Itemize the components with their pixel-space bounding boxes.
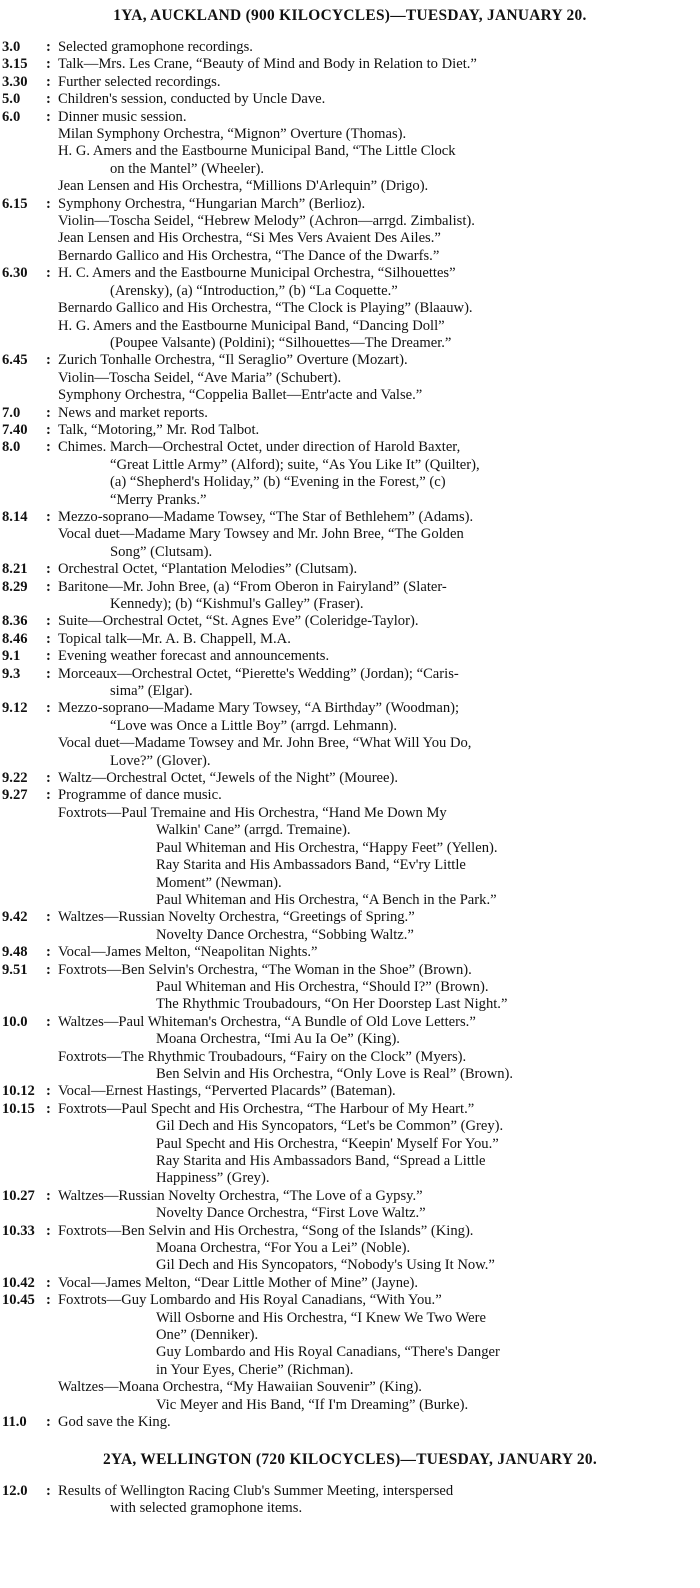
time-separator: : [46, 648, 51, 665]
entry-line: Morceaux—Orchestral Octet, “Pierette's Wedding” (Jordan); “Caris- [58, 665, 459, 682]
entry-time [2, 509, 56, 526]
programme-entry [0, 509, 700, 561]
entry-line: Song” (Clutsam). [110, 543, 213, 560]
time-separator: : [46, 1414, 51, 1431]
entry-time-value: 10.33 [2, 1222, 35, 1239]
programme-entry [0, 1223, 700, 1275]
entry-time [2, 909, 56, 926]
time-separator: : [46, 665, 51, 682]
programme-entry [0, 405, 700, 422]
entry-time-value: 10.0 [2, 1013, 28, 1030]
entry-line: Guy Lombardo and His Royal Canadians, “There's Danger [156, 1344, 500, 1361]
entry-time [2, 1223, 56, 1240]
entry-line: Topical talk—Mr. A. B. Chappell, M.A. [58, 630, 291, 647]
entry-line: H. G. Amers and the Eastbourne Municipal Band, “Dancing Doll” [58, 317, 445, 334]
entry-line: Ray Starita and His Ambassadors Band, “Ev'ry Little [156, 857, 466, 874]
entry-line: Foxtrots—The Rhythmic Troubadours, “Fairy on the Clock” (Myers). [58, 1048, 467, 1065]
entry-line: Waltz—Orchestral Octet, “Jewels of the Night” (Mouree). [58, 770, 399, 787]
programme-entry [0, 648, 700, 665]
programme-entry [0, 579, 700, 614]
entry-line: Symphony Orchestra, “Hungarian March” (Berlioz). [58, 195, 366, 212]
entry-line: Foxtrots—Paul Tremaine and His Orchestra, “Hand Me Down My [58, 804, 447, 821]
time-separator: : [46, 613, 51, 630]
programme-entry [0, 265, 700, 352]
entry-time [2, 962, 56, 979]
time-separator: : [46, 439, 51, 456]
station-1ya-programme [0, 39, 700, 1432]
entry-time [2, 422, 56, 439]
time-separator: : [46, 1083, 51, 1100]
entry-time-value: 9.12 [2, 700, 28, 717]
entry-line: Violin—Toscha Seidel, “Ave Maria” (Schubert). [58, 369, 342, 386]
entry-time-value: 6.15 [2, 195, 28, 212]
entry-line: One” (Denniker). [156, 1327, 259, 1344]
programme-entry [0, 1275, 700, 1292]
entry-line: Vocal—James Melton, “Dear Little Mother of Mine” (Jayne). [58, 1274, 419, 1291]
entry-time [2, 1414, 56, 1431]
entry-time [2, 91, 56, 108]
programme-entry [0, 56, 700, 73]
programme-entry [0, 422, 700, 439]
entry-time-value: 10.42 [2, 1274, 35, 1291]
entry-time-value: 3.0 [2, 39, 21, 55]
entry-line: Dinner music session. [58, 108, 187, 125]
entry-line: Suite—Orchestral Octet, “St. Agnes Eve” (Coleridge-Taylor). [58, 613, 419, 630]
time-separator: : [46, 909, 51, 926]
entry-time [2, 648, 56, 665]
programme-entry [0, 770, 700, 787]
entry-line: Happiness” (Grey). [156, 1170, 270, 1187]
entry-line: Selected gramophone recordings. [58, 39, 253, 55]
programme-entry [0, 1414, 700, 1431]
entry-time [2, 944, 56, 961]
time-separator: : [46, 770, 51, 787]
entry-line: Bernardo Gallico and His Orchestra, “The Clock is Playing” (Blaauw). [58, 300, 473, 317]
entry-line: on the Mantel” (Wheeler). [110, 160, 264, 177]
entry-time [2, 631, 56, 648]
time-separator: : [46, 1100, 51, 1117]
station-1yaheader: 1YA, AUCKLAND (900 KILOCYCLES)—TUESDAY, JANUARY 20. [113, 7, 587, 24]
entry-line: “Merry Pranks.” [110, 491, 207, 508]
entry-line: Symphony Orchestra, “Coppelia Ballet—Entr'acte and Valse.” [58, 387, 423, 404]
entry-line: Jean Lensen and His Orchestra, “Millions D'Arlequin” (Drigo). [58, 178, 429, 195]
entry-line: Vocal—James Melton, “Neapolitan Nights.” [58, 944, 318, 961]
programme-entry [0, 1014, 700, 1084]
entry-line: Ben Selvin and His Orchestra, “Only Love is Real” (Brown). [156, 1065, 514, 1082]
time-separator: : [46, 195, 51, 212]
time-separator: : [46, 578, 51, 595]
entry-time-value: 9.48 [2, 944, 28, 961]
time-separator: : [46, 1292, 51, 1309]
entry-time-value: 5.0 [2, 91, 21, 108]
entry-time [2, 1188, 56, 1205]
entry-line: Foxtrots—Ben Selvin's Orchestra, “The Woman in the Shoe” (Brown). [58, 961, 472, 978]
entry-line: Foxtrots—Paul Specht and His Orchestra, “The Harbour of My Heart.” [58, 1100, 475, 1117]
entry-line: Novelty Dance Orchestra, “Sobbing Waltz.” [156, 926, 414, 943]
entry-time-value: 3.30 [2, 73, 28, 90]
entry-line: Walkin' Cane” (arrgd. Tremaine). [156, 822, 351, 839]
entry-line: Mezzo-soprano—Madame Towsey, “The Star of Bethlehem” (Adams). [58, 508, 474, 525]
entry-time [2, 39, 56, 56]
entry-line: Programme of dance music. [58, 787, 222, 804]
programme-entry [0, 787, 700, 909]
entry-line: Love?” (Glover). [110, 752, 211, 769]
programme-entry [0, 909, 700, 944]
entry-time-value: 7.0 [2, 404, 21, 421]
entry-line: Waltzes—Russian Novelty Orchestra, “The Love of a Gypsy.” [58, 1187, 423, 1204]
entry-line: News and market reports. [58, 404, 208, 421]
programme-entry [0, 944, 700, 961]
entry-time [2, 700, 56, 717]
entry-time-value: 6.0 [2, 108, 21, 125]
entry-time-value: 9.3 [2, 665, 21, 682]
time-separator: : [46, 1274, 51, 1291]
time-separator: : [46, 404, 51, 421]
entry-time [2, 1275, 56, 1292]
entry-time [2, 352, 56, 369]
time-separator: : [46, 1222, 51, 1239]
entry-line: Moana Orchestra, “For You a Lei” (Noble). [156, 1240, 411, 1257]
programme-entry [0, 1188, 700, 1223]
programme-entry [0, 666, 700, 701]
entry-time [2, 74, 56, 91]
entry-line: Foxtrots—Guy Lombardo and His Royal Canadians, “With You.” [58, 1292, 442, 1309]
entry-line: Orchestral Octet, “Plantation Melodies” (Clutsam). [58, 561, 358, 578]
entry-line: H. G. Amers and the Eastbourne Municipal Band, “The Little Clock [58, 143, 456, 160]
entry-time [2, 56, 56, 73]
programme-entry [0, 1101, 700, 1188]
time-separator: : [46, 421, 51, 438]
entry-time-value: 8.46 [2, 630, 28, 647]
time-separator: : [46, 961, 51, 978]
entry-line: God save the King. [58, 1414, 171, 1431]
entry-time [2, 787, 56, 804]
entry-time-value: 10.45 [2, 1292, 35, 1309]
entry-time-value: 8.21 [2, 561, 28, 578]
time-separator: : [46, 352, 51, 369]
programme-entry [0, 39, 700, 56]
entry-line: Milan Symphony Orchestra, “Mignon” Overture (Thomas). [58, 126, 407, 143]
entry-time-value: 8.0 [2, 439, 21, 456]
programme-entry [0, 1483, 700, 1518]
entry-line: Waltzes—Russian Novelty Orchestra, “Greetings of Spring.” [58, 909, 415, 926]
entry-line: with selected gramophone items. [110, 1499, 303, 1516]
entry-line: “Love was Once a Little Boy” (arrgd. Lehmann). [110, 717, 398, 734]
entry-line: (a) “Shepherd's Holiday,” (b) “Evening in the Forest,” (c) [110, 474, 446, 491]
programme-entry [0, 561, 700, 578]
programme-entry [0, 74, 700, 91]
entry-line: Chimes. March—Orchestral Octet, under direction of Harold Baxter, [58, 439, 461, 456]
entry-line: Will Osborne and His Orchestra, “I Knew We Two Were [156, 1309, 486, 1326]
entry-time [2, 196, 56, 213]
entry-line: Talk, “Motoring,” Mr. Rod Talbot. [58, 421, 260, 438]
entry-line: Further selected recordings. [58, 73, 221, 90]
time-separator: : [46, 630, 51, 647]
entry-line: Novelty Dance Orchestra, “First Love Waltz.” [156, 1205, 426, 1222]
entry-time [2, 666, 56, 683]
entry-time-value: 6.45 [2, 352, 28, 369]
entry-line: Moment” (Newman). [156, 874, 282, 891]
entry-line: Kennedy); (b) “Kishmul's Galley” (Fraser). [110, 596, 364, 612]
programme-entry [0, 631, 700, 648]
entry-time [2, 1483, 56, 1500]
entry-time-value: 9.42 [2, 909, 28, 926]
time-separator: : [46, 265, 51, 282]
time-separator: : [46, 108, 51, 125]
entry-line: Vocal duet—Madame Mary Towsey and Mr. John Bree, “The Golden [58, 526, 464, 543]
entry-time-value: 8.36 [2, 613, 28, 630]
entry-time [2, 613, 56, 630]
entry-line: The Rhythmic Troubadours, “On Her Doorstep Last Night.” [156, 996, 508, 1013]
programme-entry [0, 1292, 700, 1414]
time-separator: : [46, 508, 51, 525]
time-separator: : [46, 1013, 51, 1030]
programme-entry [0, 109, 700, 196]
entry-line: Violin—Toscha Seidel, “Hebrew Melody” (Achron—arrgd. Zimbalist). [58, 213, 475, 230]
entry-time-value: 10.27 [2, 1187, 35, 1204]
time-separator: : [46, 944, 51, 961]
station-2yaheader: 2YA, WELLINGTON (720 KILOCYCLES)—TUESDAY, JANUARY 20. [103, 1450, 597, 1468]
entry-time-value: 8.14 [2, 508, 28, 525]
time-separator: : [46, 1187, 51, 1204]
time-separator: : [46, 561, 51, 578]
entry-time-value: 9.22 [2, 770, 28, 787]
time-separator: : [46, 56, 51, 73]
entry-line: Paul Whiteman and His Orchestra, “A Bench in the Park.” [156, 891, 497, 908]
entry-time [2, 1014, 56, 1031]
entry-line: “Great Little Army” (Alford); suite, “As You Like It” (Quilter), [110, 456, 480, 473]
entry-line: Paul Specht and His Orchestra, “Keepin' Myself For You.” [156, 1135, 499, 1152]
entry-line: Gil Dech and His Syncopators, “Let's be Common” (Grey). [156, 1118, 504, 1135]
entry-time [2, 1101, 56, 1118]
programme-entry [0, 962, 700, 1014]
time-separator: : [46, 700, 51, 717]
programme-entry [0, 613, 700, 630]
entry-line: Zurich Tonhalle Orchestra, “Il Seraglio” Overture (Mozart). [58, 352, 408, 369]
entry-line: Vocal—Ernest Hastings, “Perverted Placards” (Bateman). [58, 1083, 396, 1100]
entry-time [2, 265, 56, 282]
entry-time-value: 9.1 [2, 648, 21, 665]
time-separator: : [46, 73, 51, 90]
entry-line: Results of Wellington Racing Club's Summer Meeting, interspersed [58, 1482, 454, 1499]
programme-entry [0, 352, 700, 404]
entry-time [2, 1292, 56, 1309]
time-separator: : [46, 787, 51, 804]
programme-entry [0, 700, 700, 770]
entry-time [2, 579, 56, 596]
entry-line: Waltzes—Paul Whiteman's Orchestra, “A Bundle of Old Love Letters.” [58, 1013, 476, 1030]
entry-line: Gil Dech and His Syncopators, “Nobody's Using It Now.” [156, 1257, 495, 1274]
entry-time [2, 770, 56, 787]
entry-line: Bernardo Gallico and His Orchestra, “The Dance of the Dwarfs.” [58, 247, 440, 264]
entry-line: Vocal duet—Madame Towsey and Mr. John Bree, “What Will You Do, [58, 735, 472, 752]
entry-line: Jean Lensen and His Orchestra, “Si Mes Vers Avaient Des Ailes.” [58, 230, 441, 247]
entry-time [2, 1083, 56, 1100]
entry-time-value: 12.0 [2, 1482, 28, 1499]
programme-entry [0, 91, 700, 108]
entry-line: Mezzo-soprano—Madame Mary Towsey, “A Birthday” (Woodman); [58, 700, 460, 717]
entry-time [2, 561, 56, 578]
entry-time-value: 3.15 [2, 56, 28, 73]
entry-line: Paul Whiteman and His Orchestra, “Happy Feet” (Yellen). [156, 839, 498, 856]
entry-time [2, 439, 56, 456]
entry-line: Children's session, conducted by Uncle Dave. [58, 91, 326, 108]
entry-line: Paul Whiteman and His Orchestra, “Should I?” (Brown). [156, 978, 489, 995]
programme-entry [0, 1083, 700, 1100]
time-separator: : [46, 1482, 51, 1499]
station-2ya-programme [0, 1483, 700, 1518]
entry-time-value: 9.51 [2, 961, 28, 978]
entry-time-value: 10.15 [2, 1100, 35, 1117]
entry-time-value: 6.30 [2, 265, 28, 282]
entry-line: Ray Starita and His Ambassadors Band, “Spread a Little [156, 1153, 486, 1169]
entry-line: Evening weather forecast and announcements. [58, 648, 330, 665]
entry-time-value: 11.0 [2, 1414, 27, 1431]
entry-line: Talk—Mrs. Les Crane, “Beauty of Mind and Body in Relation to Diet.” [58, 56, 477, 73]
entry-line: (Arensky), (a) “Introduction,” (b) “La Coquette.” [110, 282, 398, 299]
entry-line: sima” (Elgar). [110, 683, 193, 700]
entry-time-value: 7.40 [2, 421, 28, 438]
entry-time-value: 9.27 [2, 787, 28, 804]
entry-line: H. C. Amers and the Eastbourne Municipal Orchestra, “Silhouettes” [58, 265, 456, 282]
entry-line: Waltzes—Moana Orchestra, “My Hawaiian Souvenir” (King). [58, 1379, 422, 1396]
entry-time-value: 10.12 [2, 1083, 35, 1100]
time-separator: : [46, 91, 51, 108]
programme-entry [0, 196, 700, 266]
time-separator: : [46, 39, 51, 55]
entry-time-value: 8.29 [2, 578, 28, 595]
entry-line: Foxtrots—Ben Selvin and His Orchestra, “Song of the Islands” (King). [58, 1222, 474, 1239]
entry-time [2, 109, 56, 126]
entry-line: Baritone—Mr. John Bree, (a) “From Oberon in Fairyland” (Slater- [58, 578, 447, 595]
entry-line: Vic Meyer and His Band, “If I'm Dreaming” (Burke). [156, 1396, 469, 1413]
entry-line: (Poupee Valsante) (Poldini); “Silhouettes—The Dreamer.” [110, 334, 452, 351]
programme-entry [0, 439, 700, 509]
entry-time [2, 405, 56, 422]
entry-line: Moana Orchestra, “Imi Au Ia Oe” (King). [156, 1031, 400, 1048]
entry-line: in Your Eyes, Cherie” (Richman). [156, 1361, 354, 1378]
